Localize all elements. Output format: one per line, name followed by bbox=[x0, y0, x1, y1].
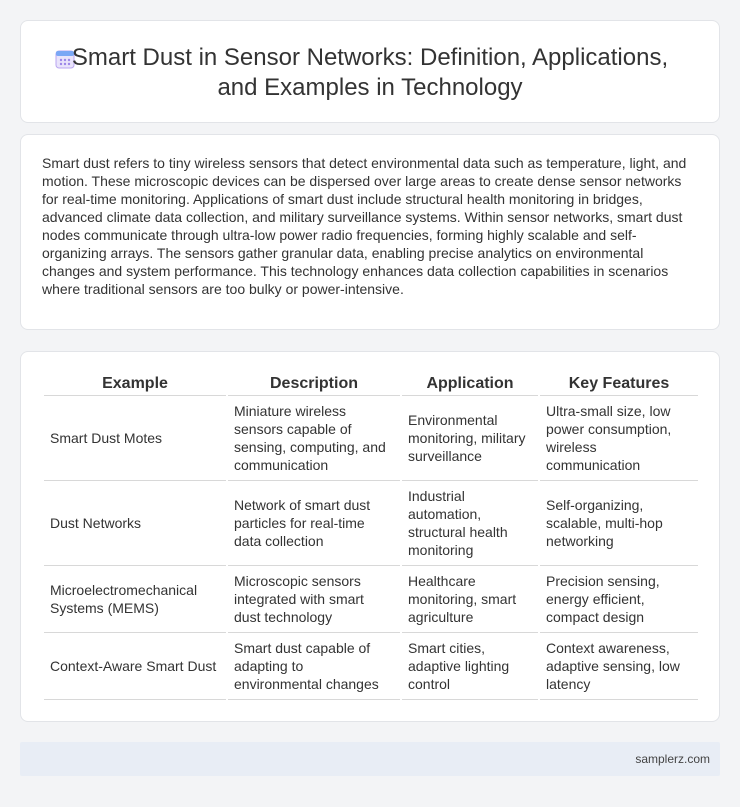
title-card bbox=[20, 20, 720, 123]
cell-application: Industrial automation, structural health monitoring bbox=[402, 481, 538, 566]
table-row bbox=[44, 396, 698, 481]
cell-key-features: Ultra-small size, low power consumption, wireless communication bbox=[540, 396, 698, 481]
cell-application: Environmental monitoring, military surveillance bbox=[402, 396, 538, 481]
cell-description: Network of smart dust particles for real-time data collection bbox=[228, 481, 400, 566]
table-row bbox=[44, 566, 698, 633]
column-header-application: Application bbox=[402, 374, 538, 396]
page-title-line-2: and Examples in Technology bbox=[217, 74, 523, 101]
cell-application: Healthcare monitoring, smart agriculture bbox=[402, 566, 538, 633]
cell-description: Smart dust capable of adapting to environmental changes bbox=[228, 633, 400, 700]
cell-example: Context-Aware Smart Dust bbox=[44, 633, 226, 700]
cell-application: Smart cities, adaptive lighting control bbox=[402, 633, 538, 700]
cell-description: Miniature wireless sensors capable of sensing, computing, and communication bbox=[228, 396, 400, 481]
cell-key-features: Self-organizing, scalable, multi-hop networking bbox=[540, 481, 698, 566]
table-header-row bbox=[44, 374, 698, 396]
table-row bbox=[44, 633, 698, 700]
page-title bbox=[21, 43, 719, 103]
footer-site-link[interactable]: samplerz.com bbox=[635, 752, 710, 766]
footer bbox=[20, 742, 720, 776]
cell-description: Microscopic sensors integrated with smart dust technology bbox=[228, 566, 400, 633]
column-header-key-features: Key Features bbox=[540, 374, 698, 396]
table-card bbox=[20, 351, 720, 722]
cell-example: Smart Dust Motes bbox=[44, 396, 226, 481]
column-header-description: Description bbox=[228, 374, 400, 396]
cell-example: Microelectromechanical Systems (MEMS) bbox=[44, 566, 226, 633]
intro-card bbox=[20, 134, 720, 330]
intro-paragraph: Smart dust refers to tiny wireless sensors that detect environmental data such as temperature, light, and motion. These microscopic devices can be dispersed over large areas to create dense sensor networks for real-time monitoring. Applications of smart dust include structural health monitoring in bridges, advanced climate data collection, and military surveillance systems. Within sensor networks, smart dust nodes communicate through ultra-low power radio frequencies, forming highly scalable and self-organizing arrays. The sensors gather granular data, enabling precise analytics on environmental changes and system performance. This technology enhances data collection capabilities in scenarios where traditional sensors are too bulky or power-intensive. bbox=[42, 155, 687, 297]
cell-key-features: Context awareness, adaptive sensing, low latency bbox=[540, 633, 698, 700]
table-row bbox=[44, 481, 698, 566]
column-header-example: Example bbox=[44, 374, 226, 396]
cell-key-features: Precision sensing, energy efficient, compact design bbox=[540, 566, 698, 633]
cell-example: Dust Networks bbox=[44, 481, 226, 566]
page-title-line-1: Smart Dust in Sensor Networks: Definition, Applications, bbox=[71, 44, 669, 71]
examples-table bbox=[42, 374, 700, 700]
